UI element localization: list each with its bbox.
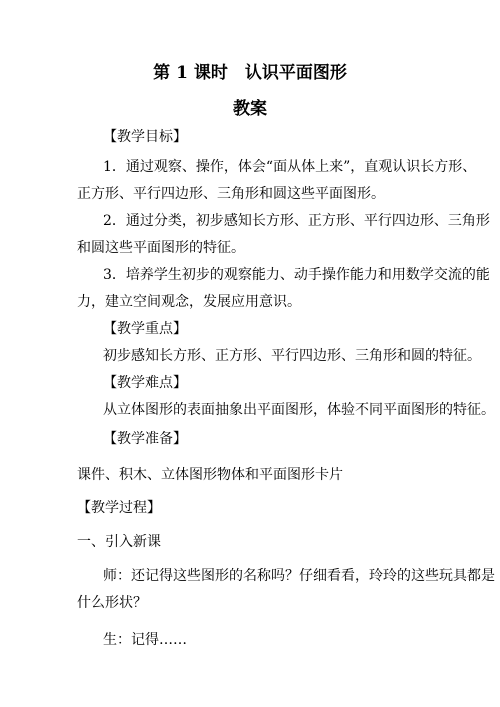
objective-1-line1: 1．通过观察、操作，体会“面从体上来”，直观认识长方形、 bbox=[103, 159, 477, 175]
preparation-text: 课件、积木、立体图形物体和平面图形卡片 bbox=[77, 467, 343, 483]
difficulties-text: 从立体图形的表面抽象出平面图形，体验不同平面图形的特征。 bbox=[103, 402, 495, 418]
document-subtitle: 教案 bbox=[233, 99, 267, 119]
objective-3-line1: 3．培养学生初步的观察能力、动手操作能力和用数学交流的能 bbox=[103, 267, 490, 283]
difficulties-heading: 【教学难点】 bbox=[103, 375, 187, 391]
objective-2-line2: 和圆这些平面图形的特征。 bbox=[77, 240, 245, 256]
key-points-heading: 【教学重点】 bbox=[103, 321, 187, 337]
document-title: 第 1 课时 认识平面图形 bbox=[153, 63, 347, 83]
teacher-line2: 什么形状？ bbox=[77, 595, 147, 611]
section-1-heading: 一、引入新课 bbox=[77, 534, 161, 550]
key-points-text: 初步感知长方形、正方形、平行四边形、三角形和圆的特征。 bbox=[103, 348, 481, 364]
teacher-line1: 师：还记得这些图形的名称吗？仔细看看，玲玲的这些玩具都是 bbox=[103, 568, 495, 584]
process-heading: 【教学过程】 bbox=[77, 500, 161, 516]
objectives-heading: 【教学目标】 bbox=[103, 129, 187, 145]
preparation-heading: 【教学准备】 bbox=[103, 431, 187, 447]
objective-2-line1: 2．通过分类，初步感知长方形、正方形、平行四边形、三角形 bbox=[103, 213, 490, 229]
objective-1-line2: 正方形、平行四边形、三角形和圆这些平面图形。 bbox=[77, 186, 385, 202]
student-line: 生：记得…… bbox=[103, 632, 187, 648]
objective-3-line2: 力，建立空间观念，发展应用意识。 bbox=[77, 294, 301, 310]
